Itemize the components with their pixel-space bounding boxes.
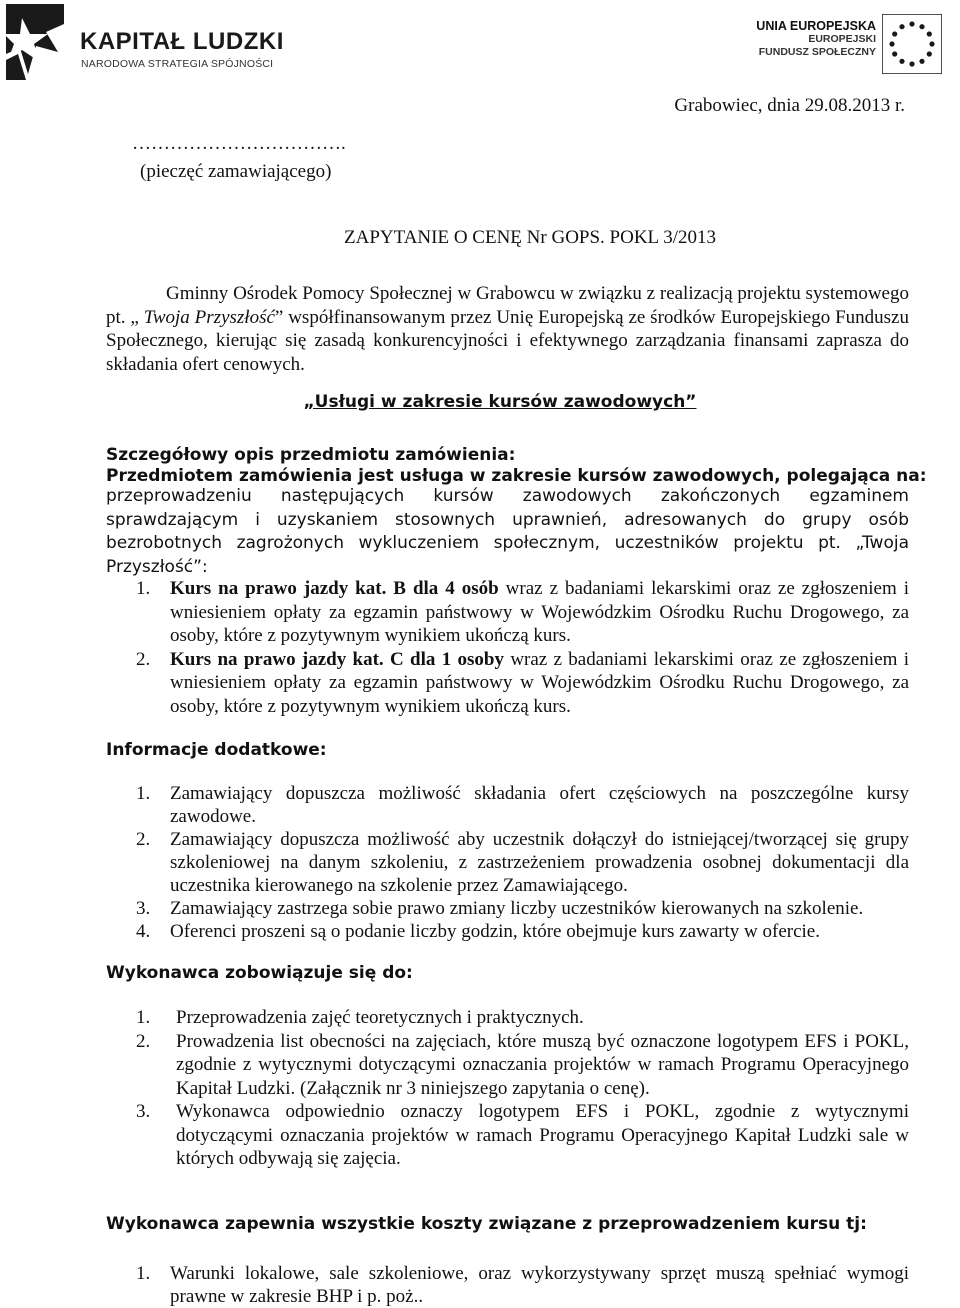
- list-item-text: Oferenci proszeni są o podanie liczby godzin, które obejmuje kurs zawarty w ofercie.: [170, 921, 820, 942]
- contractor-obligations-list: [106, 1006, 909, 1171]
- list-item-text: Przeprowadzenia zajęć teoretycznych i praktycznych.: [176, 1007, 584, 1028]
- stamp-caption: (pieczęć zamawiającego): [140, 161, 332, 182]
- list-item: [106, 1006, 909, 1030]
- list-item-text: Prowadzenia list obecności na zajęciach, które muszą być oznaczone logotypem EFS i POKL, zgodnie z wytycznymi dotyczącymi oznaczania projektów w ramach Programu Operacyjnego Kapitał Ludzki. (Załącznik nr 3 niniejszego zapytania o cenę).: [176, 1030, 909, 1099]
- intro-paragraph: [106, 282, 909, 376]
- eu-efs-logo: [758, 14, 956, 74]
- list-item: [106, 920, 909, 943]
- additional-info-heading: Informacje dodatkowe:: [106, 740, 327, 760]
- contractor-costs-list: [106, 1262, 909, 1308]
- list-item: [106, 1030, 909, 1101]
- list-item: [106, 1262, 909, 1308]
- list-item-text: Zamawiający dopuszcza możliwość aby uczestnik dołączył do istniejącej/tworzącej się grupy szkoleniowej na danym szkoleniu, z zastrzeżeniem prowadzenia osobnej dokumentacji dla uczestnika kierowanego na szkolenie przez Zamawiającego.: [170, 829, 909, 896]
- intro-part1: Gminny Ośrodek Pomocy Społecznej w Grabowcu w związku z realizacją projektu systemowego pt. „: [106, 283, 909, 328]
- course-people: 1 osoby: [441, 648, 504, 670]
- list-item: [106, 1100, 909, 1171]
- description-heading: Szczegółowy opis przedmiotu zamówienia:: [106, 445, 516, 465]
- list-item-number: 3.: [136, 898, 151, 919]
- list-item-number: 4.: [136, 921, 151, 942]
- list-item-number: 1.: [136, 1007, 151, 1028]
- list-item-number: 1.: [136, 783, 151, 804]
- list-item-number: 1.: [136, 578, 151, 599]
- list-item-text: Wykonawca odpowiednio oznaczy logotypem EFS i POKL, zgodnie z wytycznymi dotyczącymi oznaczania projektów w ramach Programu Operacyjnego Kapitał Ludzki sale w których odbywają się zajęcia.: [176, 1101, 909, 1169]
- contractor-obligations-heading: Wykonawca zobowiązuje się do:: [106, 963, 413, 983]
- list-item-number: 3.: [136, 1101, 151, 1122]
- list-item: [106, 648, 909, 719]
- kapital-ludzki-star-icon: [6, 4, 70, 80]
- list-item: [106, 782, 909, 828]
- intro-project-name: Twoja Przyszłość: [143, 306, 275, 328]
- list-item: [106, 828, 909, 897]
- list-item-number: 2.: [136, 648, 151, 670]
- kapital-ludzki-logo: [6, 4, 284, 80]
- course-name: Kurs na prawo jazdy kat. B: [170, 578, 406, 599]
- description-text: przeprowadzeniu następujących kursów zawodowych zakończonych egzaminem sprawdzającym i uzyskaniem stosownych uprawnień, adresowanych do grupy osób bezrobotnych zagrożonych wykluczeniem społecznym, uczestników projektu pt. „Twoja Przyszłość”:: [106, 486, 909, 577]
- document-title-text: ZAPYTANIE O CENĘ Nr GOPS. POKL 3/2013: [344, 227, 716, 248]
- course-mid: dla: [403, 648, 442, 670]
- description-subheading: Przedmiotem zamówienia jest usługa w zakresie kursów zawodowych, polegająca na:: [106, 466, 927, 486]
- eu-logo-line2: EUROPEJSKI: [808, 33, 876, 45]
- list-item-text: Warunki lokalowe, sale szkoleniowe, oraz wykorzystywany sprzęt muszą spełniać wymogi prawne w zakresie BHP i p. poż..: [170, 1263, 909, 1307]
- list-item-text: Zamawiający dopuszcza możliwość składania ofert częściowych na poszczególne kursy zawodowe.: [170, 783, 909, 827]
- course-name: Kurs na prawo jazdy kat. C: [170, 648, 404, 670]
- list-item-text: Zamawiający zastrzega sobie prawo zmiany liczby uczestników kierowanych na szkolenie.: [170, 898, 864, 919]
- list-item: [106, 897, 909, 920]
- eu-logo-line1: UNIA EUROPEJSKA: [756, 19, 876, 33]
- courses-list: [106, 577, 909, 718]
- logo-left-title: KAPITAŁ LUDZKI: [80, 28, 284, 55]
- course-details: wraz z badaniami lekarskimi oraz ze zgłoszeniem i wniesieniem opłaty za egzamin państwowy w Wojewódzkim Ośrodku Ruchu Drogowego, za osoby, które z pozytywnym wynikiem ukończą kurs.: [170, 648, 909, 717]
- subject-heading: [0, 392, 960, 412]
- place-and-date: Grabowiec, dnia 29.08.2013 r.: [674, 95, 905, 116]
- subject-heading-text: „Usługi w zakresie kursów zawodowych”: [303, 392, 697, 412]
- list-item-number: 2.: [136, 1030, 151, 1052]
- intro-part2: ” współfinansowanym przez Unię Europejską ze środków Europejskiego Funduszu Społecznego, kierując się zasadą konkurencyjności i efektywnego zarządzania finansami zaprasza do składania ofert cenowych.: [106, 306, 909, 375]
- course-mid: dla: [405, 578, 446, 599]
- eu-flag-stars-icon: [882, 14, 942, 74]
- list-item-number: 2.: [136, 829, 151, 850]
- additional-info-list: [106, 782, 909, 943]
- contractor-costs-heading: Wykonawca zapewnia wszystkie koszty związane z przeprowadzeniem kursu tj:: [106, 1214, 867, 1234]
- course-people: 4 osób: [445, 578, 499, 599]
- logo-left-subtitle: NARODOWA STRATEGIA SPÓJNOŚCI: [81, 58, 274, 70]
- document-title: [0, 227, 960, 249]
- list-item-number: 1.: [136, 1263, 151, 1284]
- list-item: [106, 577, 909, 648]
- eu-logo-text: [756, 20, 876, 59]
- stamp-placeholder-dots: …………………………….: [132, 133, 346, 154]
- eu-logo-line3: FUNDUSZ SPOŁECZNY: [758, 46, 876, 58]
- course-details: wraz z badaniami lekarskimi oraz ze zgłoszeniem i wniesieniem opłaty za egzamin państwowy w Wojewódzkim Ośrodku Ruchu Drogowego, za osoby, które z pozytywnym wynikiem ukończą kurs.: [170, 578, 909, 646]
